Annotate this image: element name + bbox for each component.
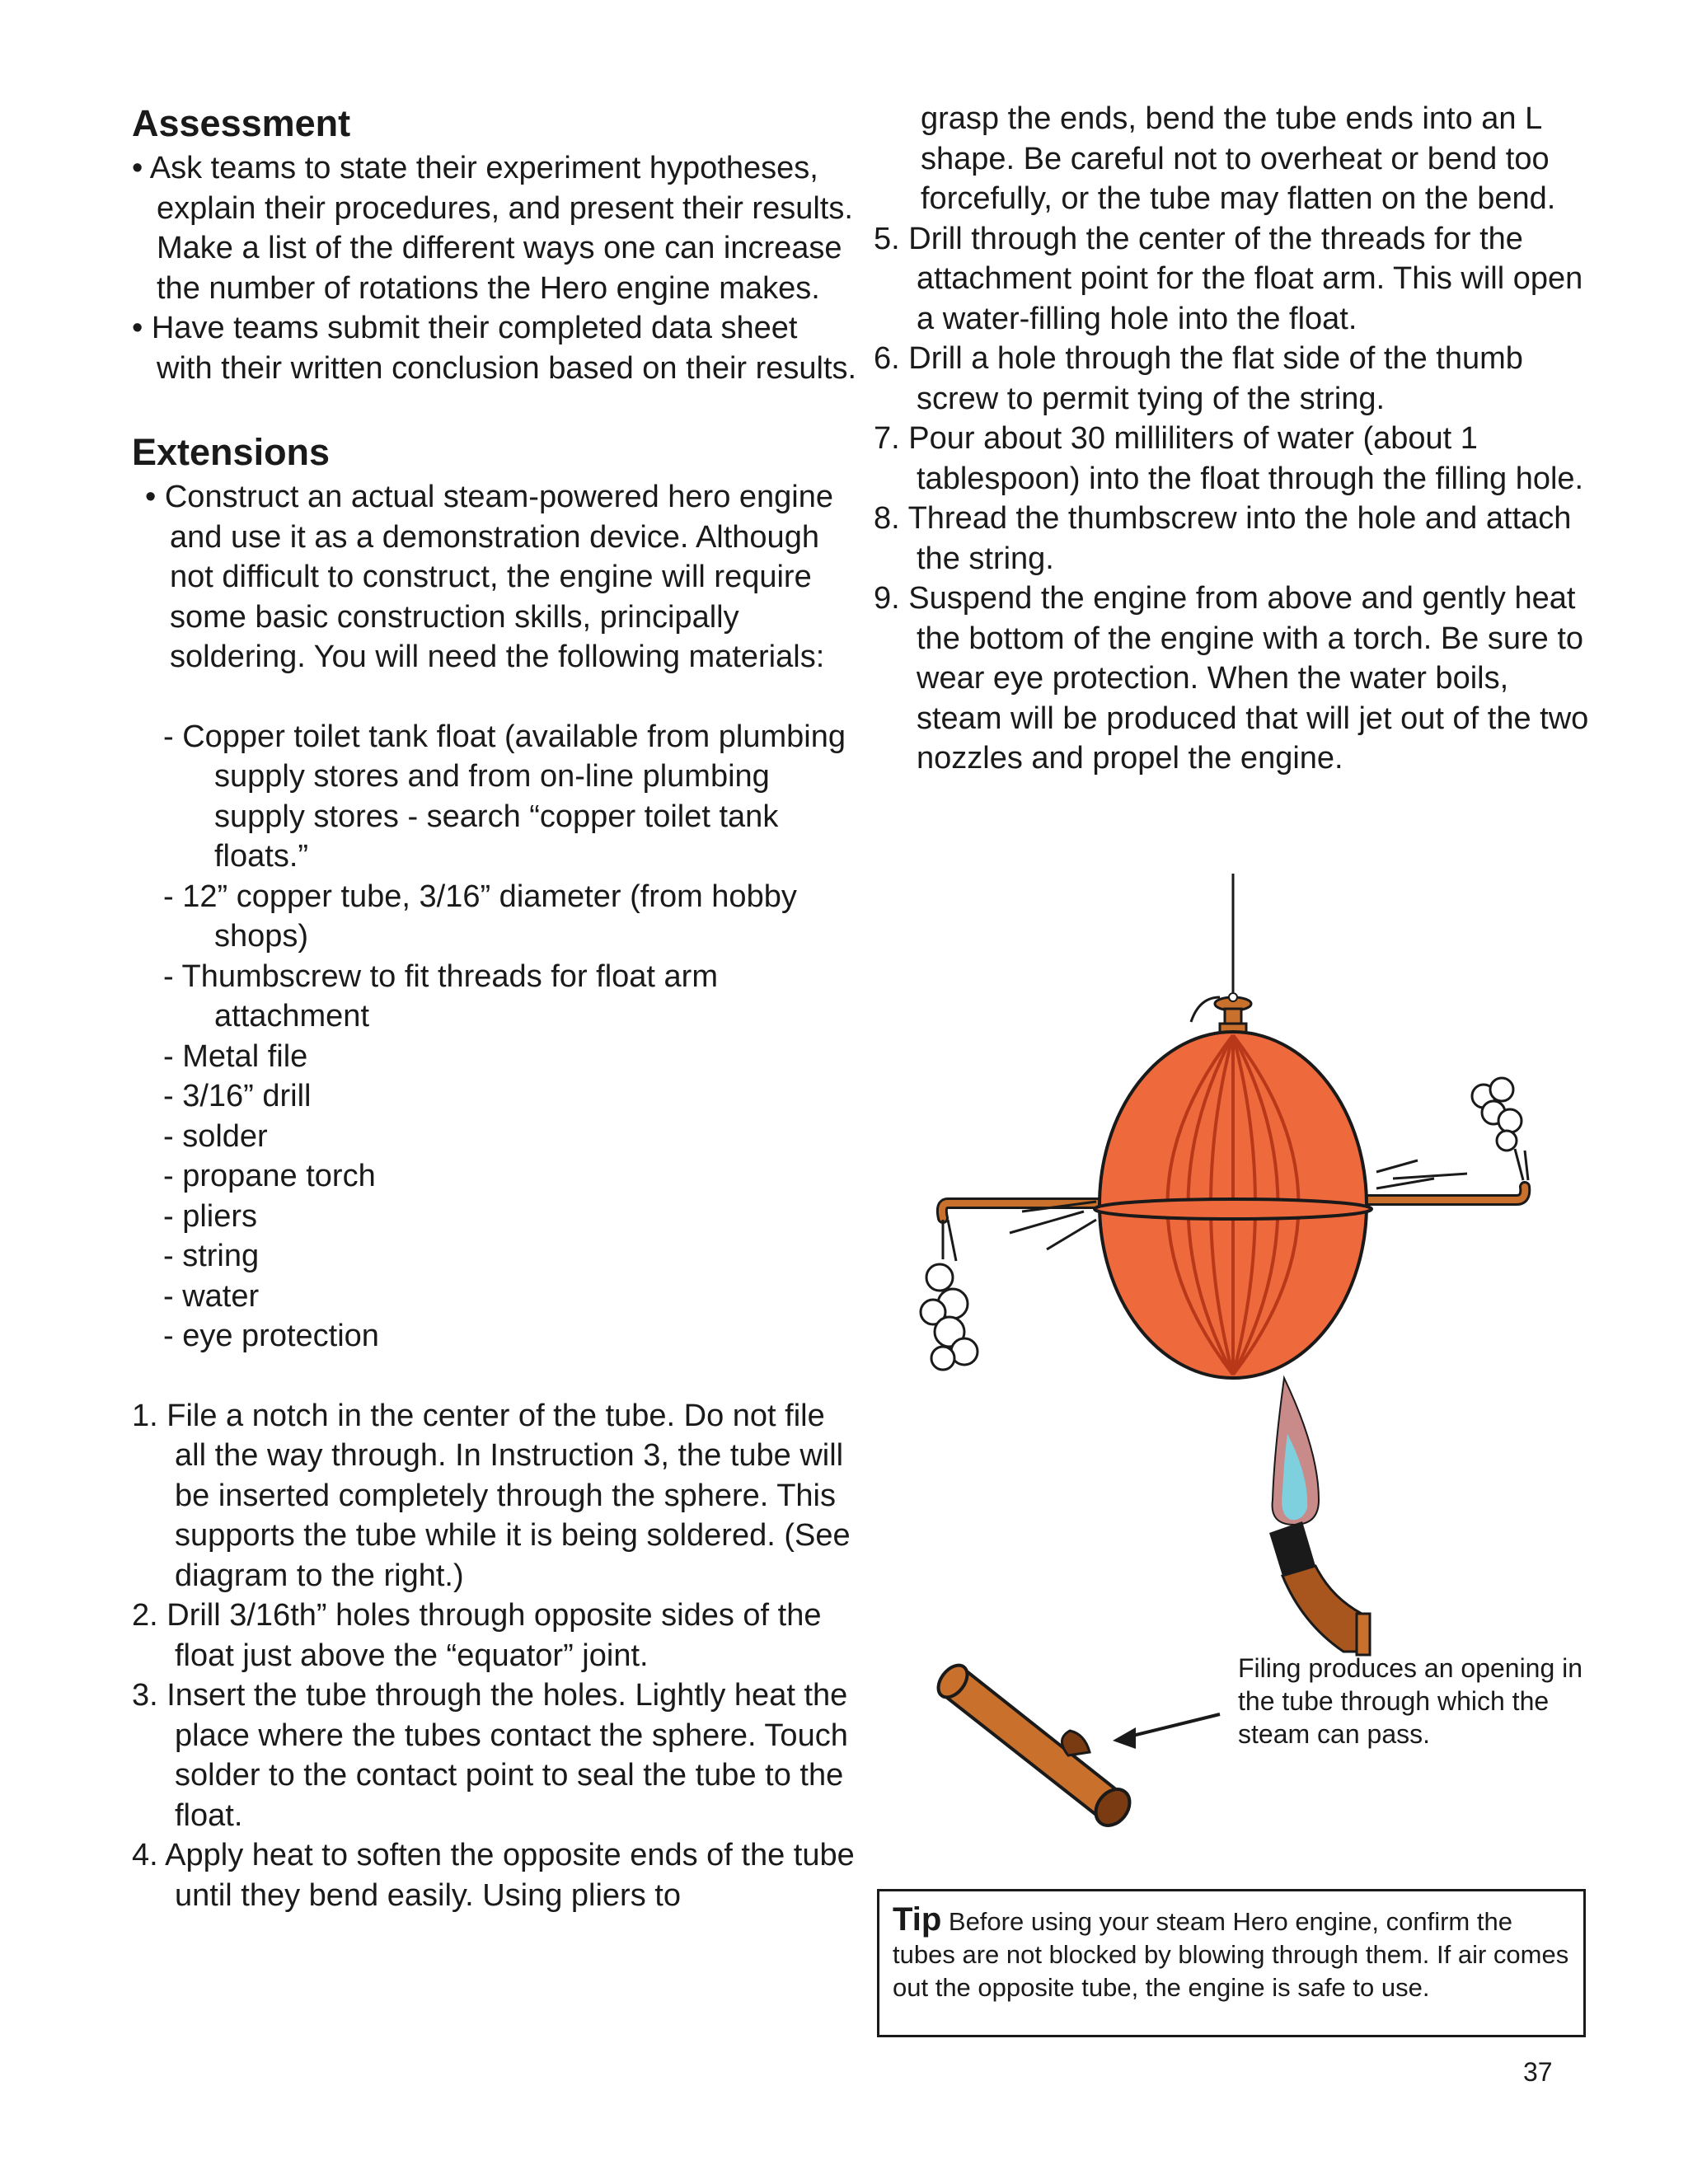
step-item: 5. Drill through the center of the threads for the attachment point for the float arm. This will open a water-filling hole into the float. [874,221,1583,336]
copper-float [1095,1032,1372,1378]
torch [1269,1378,1370,1655]
arrow-head [1113,1727,1136,1749]
figure-caption: Filing produces an opening in the tube through which the steam can pass. [1238,1653,1583,1749]
material-item: - propane torch [163,1159,376,1193]
step-item: 9. Suspend the engine from above and gently heat the bottom of the engine with a torch. Be sure to wear eye protection. When the water boils, steam will be produced that will jet out of the two nozzles and propel the engine. [874,581,1589,776]
step-item: 3. Insert the tube through the holes. Lightly heat the place where the tubes contact the sphere. Touch solder to the contact point to seal the tube to the float. [132,1678,848,1833]
material-item: - Thumbscrew to fit threads for float arm attachment [163,958,718,1033]
extensions-heading: Extensions [132,431,331,473]
step-item: 2. Drill 3/16th” holes through opposite sides of the float just above the “equator” joint. [132,1598,822,1673]
steam-puff-right [1472,1078,1528,1180]
step-item: 8. Thread the thumbscrew into the hole and attach the string. [874,501,1572,576]
tip-text: Before using your steam Hero engine, confirm the tubes are not blocked by blowing through them. If air comes out the opposite tube, the engine is safe to use. [893,1907,1569,2002]
step-continuation: grasp the ends, bend the tube ends into an L shape. Be careful not to overheat or bend too forcefully, or the tube may flatten on the bend. [921,101,1556,216]
step-item: 4. Apply heat to soften the opposite ends of the tube until they bend easily. Using pliers to [132,1838,855,1913]
steam-puff-left [921,1220,978,1370]
material-item: - 12” copper tube, 3/16” diameter (from hobby shops) [163,879,797,954]
extensions-intro: • Construct an actual steam-powered hero engine and use it as a demonstration device. Although not difficult to construct, the engine will require some basic construction skills, principally soldering. You will need the following materials: [145,480,833,674]
file-notch [1062,1731,1090,1755]
material-item: - eye protection [163,1319,379,1353]
step-item: 6. Drill a hole through the flat side of the thumb screw to permit tying of the string. [874,341,1523,416]
material-item: - 3/16” drill [163,1079,312,1113]
material-item: - Copper toilet tank float (available from plumbing supply stores and from on-line plumbing supply stores - search “copper toilet tank floats.” [163,719,846,874]
material-item: - solder [163,1118,268,1154]
step-item: 7. Pour about 30 milliliters of water (about 1 tablespoon) into the float through the filling hole. [874,421,1584,496]
assessment-heading: Assessment [132,102,351,144]
thumbscrew [1215,993,1251,1035]
step-item: 1. File a notch in the center of the tube. Do not file all the way through. In Instruction 3, the tube will be inserted completely through the sphere. This supports the tube while it is being soldered. (See diagram to the right.) [132,1398,851,1593]
assessment-bullet: • Have teams submit their completed data sheet with their written conclusion based on their results. [132,311,857,386]
left-column [132,99,857,1915]
material-item: - water [163,1278,260,1314]
notched-tube [932,1660,1220,1832]
material-item: - pliers [163,1198,258,1234]
page-number: 37 [1523,2057,1553,2087]
tip-box [877,1889,1586,2037]
material-item: - string [163,1239,260,1273]
assessment-bullet: • Ask teams to state their experiment hypotheses, explain their procedures, and present their results. Make a list of the different ways one can increase the number of rotations the Hero engine makes. [132,151,853,306]
tip-label: Tip [893,1901,942,1938]
material-item: - Metal file [163,1038,308,1074]
right-nozzle [1368,1187,1525,1200]
right-column [874,99,1599,779]
equator-joint [1095,1199,1372,1219]
